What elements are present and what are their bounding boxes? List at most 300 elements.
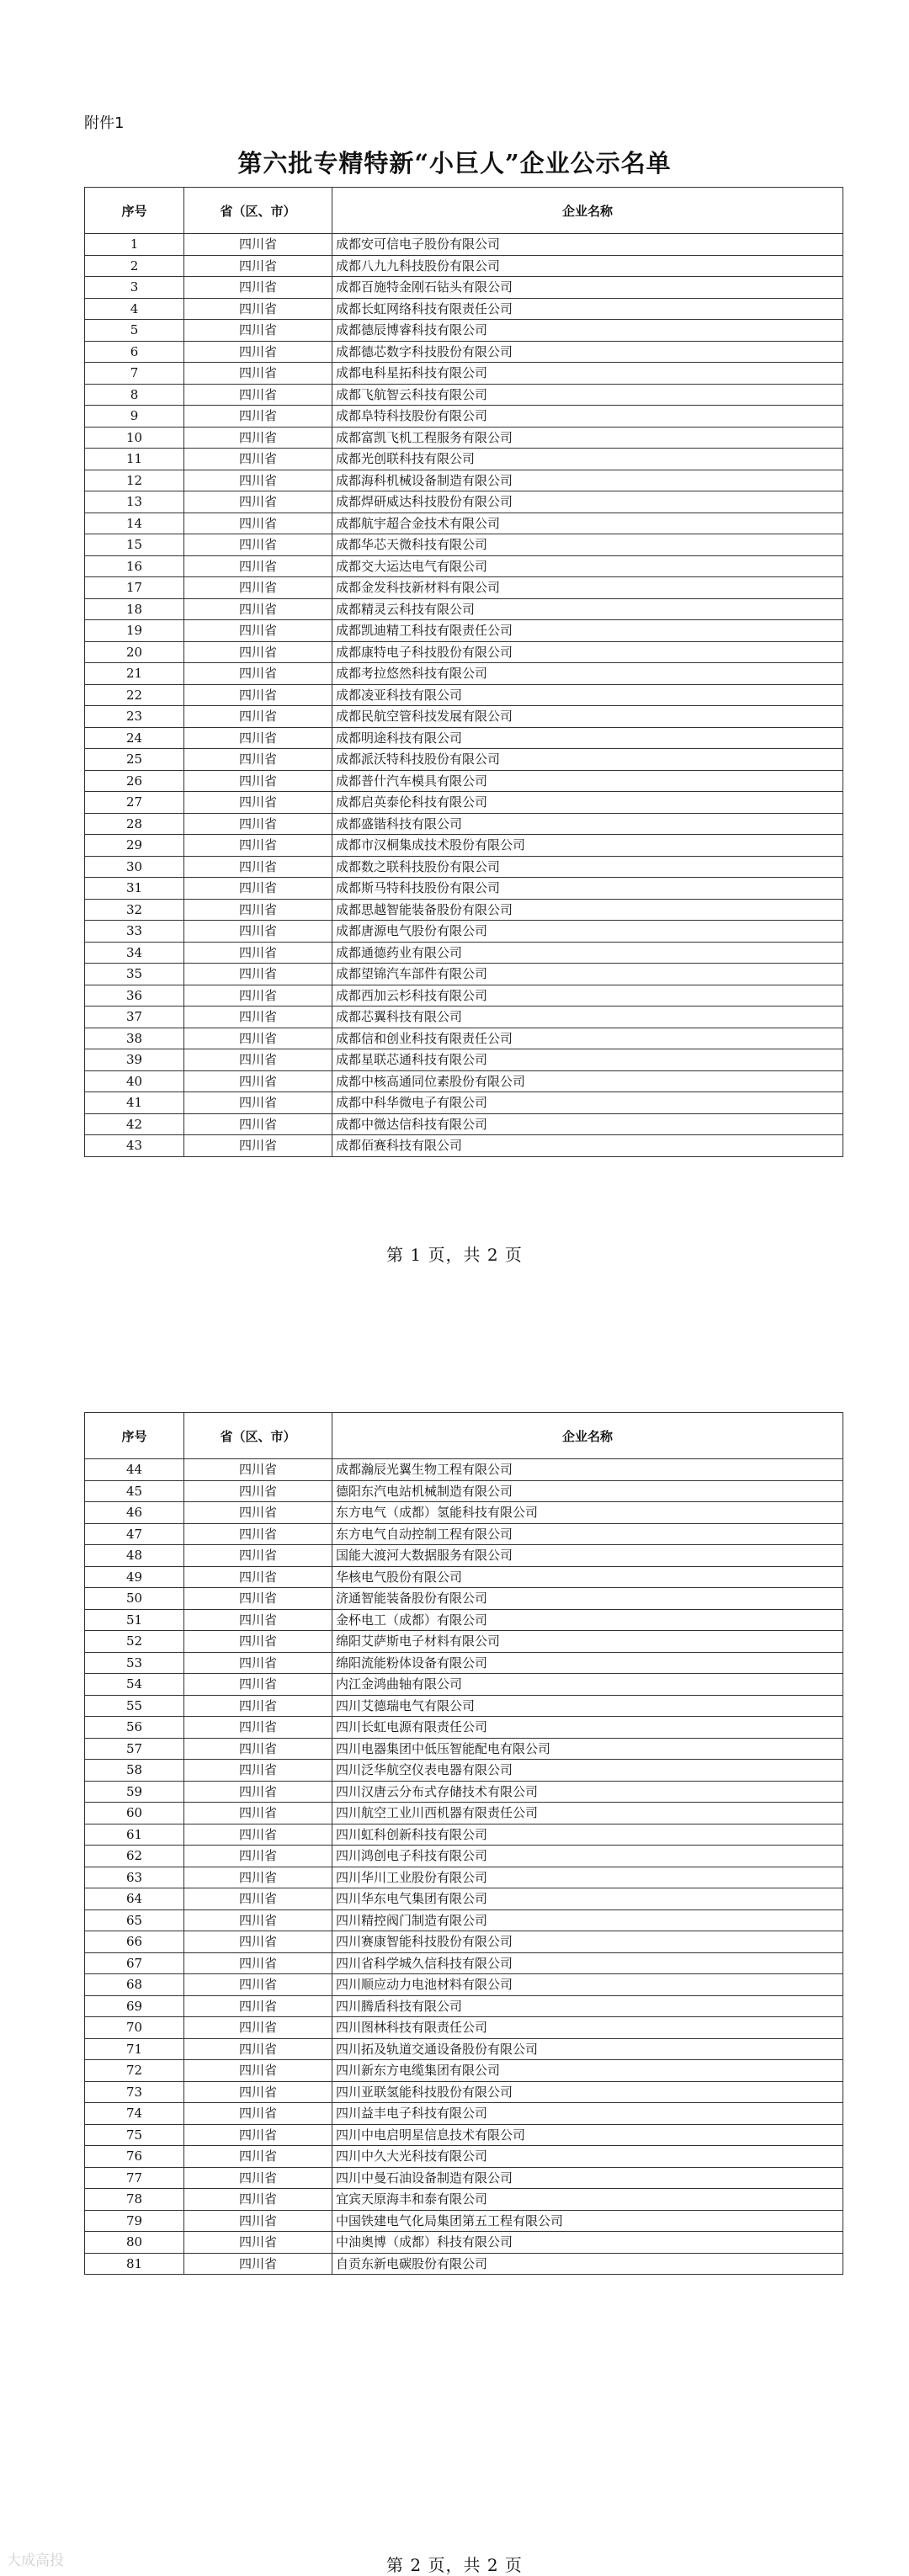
- table-row: [85, 1113, 843, 1135]
- row-number: 43: [85, 1135, 184, 1157]
- row-company-name: 成都德辰博睿科技有限公司: [332, 320, 843, 342]
- row-province: 四川省: [184, 2189, 332, 2211]
- row-number: 75: [85, 2124, 184, 2146]
- row-number: 32: [85, 899, 184, 921]
- row-province: 四川省: [184, 1609, 332, 1631]
- row-company-name: 成都通德药业有限公司: [332, 942, 843, 964]
- row-province: 四川省: [184, 1006, 332, 1028]
- row-province: 四川省: [184, 1738, 332, 1760]
- row-company-name: 成都德芯数字科技股份有限公司: [332, 341, 843, 363]
- row-province: 四川省: [184, 1652, 332, 1674]
- table-row: [85, 1781, 843, 1803]
- row-company-name: 成都思越智能装备股份有限公司: [332, 899, 843, 921]
- row-number: 46: [85, 1502, 184, 1524]
- row-province: 四川省: [184, 1523, 332, 1545]
- row-number: 6: [85, 341, 184, 363]
- row-number: 29: [85, 835, 184, 857]
- table-header-row: [85, 188, 843, 234]
- row-number: 76: [85, 2146, 184, 2168]
- row-number: 53: [85, 1652, 184, 1674]
- table-row: [85, 491, 843, 513]
- row-company-name: 内江金鸿曲轴有限公司: [332, 1674, 843, 1696]
- row-province: 四川省: [184, 1867, 332, 1888]
- row-province: 四川省: [184, 1781, 332, 1803]
- table-header-row: [85, 1413, 843, 1459]
- table-row: [85, 942, 843, 964]
- row-province: 四川省: [184, 363, 332, 385]
- table-row: [85, 1566, 843, 1588]
- row-number: 49: [85, 1566, 184, 1588]
- row-company-name: 绵阳艾萨斯电子材料有限公司: [332, 1631, 843, 1653]
- row-number: 38: [85, 1028, 184, 1049]
- row-company-name: 四川泛华航空仪表电器有限公司: [332, 1760, 843, 1782]
- header-no: 序号: [85, 1413, 184, 1459]
- row-province: 四川省: [184, 2167, 332, 2189]
- row-province: 四川省: [184, 1566, 332, 1588]
- row-province: 四川省: [184, 684, 332, 706]
- row-province: 四川省: [184, 513, 332, 534]
- table-row: [85, 641, 843, 663]
- table-row: [85, 1070, 843, 1092]
- table-row: [85, 1974, 843, 1996]
- table-row: [85, 513, 843, 534]
- row-company-name: 四川赛康智能科技股份有限公司: [332, 1931, 843, 1953]
- row-number: 11: [85, 449, 184, 470]
- row-province: 四川省: [184, 1995, 332, 2017]
- table-row: [85, 2124, 843, 2146]
- row-number: 4: [85, 298, 184, 320]
- row-company-name: 成都金发科技新材料有限公司: [332, 577, 843, 599]
- row-company-name: 成都中微达信科技有限公司: [332, 1113, 843, 1135]
- row-company-name: 成都电科星拓科技有限公司: [332, 363, 843, 385]
- table-row: [85, 2210, 843, 2232]
- table-row: [85, 1846, 843, 1867]
- row-province: 四川省: [184, 749, 332, 771]
- table-row: [85, 470, 843, 491]
- row-company-name: 成都富凯飞机工程服务有限公司: [332, 427, 843, 449]
- row-province: 四川省: [184, 2146, 332, 2168]
- table-row: [85, 727, 843, 749]
- table-row: [85, 2253, 843, 2275]
- row-number: 44: [85, 1459, 184, 1481]
- table-row: [85, 2060, 843, 2082]
- row-number: 66: [85, 1931, 184, 1953]
- row-province: 四川省: [184, 1588, 332, 1610]
- table-row: [85, 1459, 843, 1481]
- row-number: 34: [85, 942, 184, 964]
- row-company-name: 德阳东汽电站机械制造有限公司: [332, 1480, 843, 1502]
- row-company-name: 中国铁建电气化局集团第五工程有限公司: [332, 2210, 843, 2232]
- table-row: [85, 620, 843, 642]
- document-title: 第六批专精特新“小巨人”企业公示名单: [237, 149, 672, 178]
- row-company-name: 成都百施特金刚石钻头有限公司: [332, 277, 843, 299]
- row-number: 78: [85, 2189, 184, 2211]
- row-number: 58: [85, 1760, 184, 1782]
- table-row: [85, 427, 843, 449]
- row-province: 四川省: [184, 534, 332, 556]
- row-number: 14: [85, 513, 184, 534]
- row-number: 33: [85, 921, 184, 943]
- row-company-name: 成都阜特科技股份有限公司: [332, 406, 843, 428]
- row-number: 39: [85, 1049, 184, 1071]
- row-province: 四川省: [184, 1502, 332, 1524]
- table-row: [85, 856, 843, 878]
- row-number: 16: [85, 555, 184, 577]
- row-company-name: 成都考拉悠然科技有限公司: [332, 663, 843, 685]
- table-row: [85, 341, 843, 363]
- table-row: [85, 2038, 843, 2060]
- row-company-name: 四川中电启明星信息技术有限公司: [332, 2124, 843, 2146]
- row-province: 四川省: [184, 1070, 332, 1092]
- row-number: 67: [85, 1952, 184, 1974]
- row-company-name: 成都盛锴科技有限公司: [332, 813, 843, 835]
- table-row: [85, 1760, 843, 1782]
- row-number: 77: [85, 2167, 184, 2189]
- row-company-name: 成都瀚辰光翼生物工程有限公司: [332, 1459, 843, 1481]
- row-number: 26: [85, 770, 184, 792]
- row-company-name: 中油奥博（成都）科技有限公司: [332, 2232, 843, 2254]
- row-province: 四川省: [184, 2060, 332, 2082]
- row-number: 73: [85, 2081, 184, 2103]
- row-number: 15: [85, 534, 184, 556]
- row-company-name: 四川鸿创电子科技有限公司: [332, 1846, 843, 1867]
- table-row: [85, 1631, 843, 1653]
- table-row: [85, 1952, 843, 1974]
- table-row: [85, 1609, 843, 1631]
- header-company-name: 企业名称: [332, 1413, 843, 1459]
- row-company-name: 成都飞航智云科技有限公司: [332, 384, 843, 406]
- table-row: [85, 1717, 843, 1739]
- row-number: 20: [85, 641, 184, 663]
- row-company-name: 四川虹科创新科技有限公司: [332, 1824, 843, 1846]
- table-row: [85, 363, 843, 385]
- row-province: 四川省: [184, 298, 332, 320]
- row-company-name: 成都光创联科技有限公司: [332, 449, 843, 470]
- row-number: 72: [85, 2060, 184, 2082]
- row-number: 25: [85, 749, 184, 771]
- row-province: 四川省: [184, 320, 332, 342]
- table-row: [85, 813, 843, 835]
- row-number: 23: [85, 706, 184, 728]
- row-number: 80: [85, 2232, 184, 2254]
- company-table-page-1: [84, 187, 843, 1157]
- row-province: 四川省: [184, 964, 332, 985]
- row-number: 51: [85, 1609, 184, 1631]
- table-row: [85, 320, 843, 342]
- row-company-name: 成都市汉桐集成技术股份有限公司: [332, 835, 843, 857]
- row-number: 40: [85, 1070, 184, 1092]
- row-company-name: 四川长虹电源有限责任公司: [332, 1717, 843, 1739]
- table-row: [85, 1909, 843, 1931]
- row-province: 四川省: [184, 1909, 332, 1931]
- row-province: 四川省: [184, 985, 332, 1006]
- row-company-name: 成都焊研威达科技股份有限公司: [332, 491, 843, 513]
- row-number: 55: [85, 1695, 184, 1717]
- header-company-name: 企业名称: [332, 188, 843, 234]
- table-row: [85, 835, 843, 857]
- row-province: 四川省: [184, 1974, 332, 1996]
- row-province: 四川省: [184, 1931, 332, 1953]
- table-row: [85, 770, 843, 792]
- company-table-page-2: [84, 1412, 843, 2275]
- header-province: 省（区、市）: [184, 188, 332, 234]
- row-number: 70: [85, 2017, 184, 2039]
- row-province: 四川省: [184, 1631, 332, 1653]
- row-province: 四川省: [184, 255, 332, 277]
- row-number: 35: [85, 964, 184, 985]
- table-row: [85, 555, 843, 577]
- row-number: 65: [85, 1909, 184, 1931]
- table-row: [85, 2081, 843, 2103]
- table-row: [85, 2167, 843, 2189]
- row-number: 10: [85, 427, 184, 449]
- row-province: 四川省: [184, 1674, 332, 1696]
- row-province: 四川省: [184, 2103, 332, 2125]
- row-number: 42: [85, 1113, 184, 1135]
- table-row: [85, 1523, 843, 1545]
- attachment-label: 附件1: [84, 114, 125, 132]
- row-province: 四川省: [184, 921, 332, 943]
- table-row: [85, 598, 843, 620]
- row-company-name: 成都华芯天微科技有限公司: [332, 534, 843, 556]
- table-row: [85, 1674, 843, 1696]
- row-company-name: 四川亚联氢能科技股份有限公司: [332, 2081, 843, 2103]
- row-company-name: 成都西加云杉科技有限公司: [332, 985, 843, 1006]
- table-row: [85, 1049, 843, 1071]
- row-company-name: 成都海科机械设备制造有限公司: [332, 470, 843, 491]
- row-number: 71: [85, 2038, 184, 2060]
- row-company-name: 成都启英泰伦科技有限公司: [332, 792, 843, 814]
- table-row: [85, 1588, 843, 1610]
- row-province: 四川省: [184, 2017, 332, 2039]
- table-row: [85, 277, 843, 299]
- row-province: 四川省: [184, 1846, 332, 1867]
- row-company-name: 四川电器集团中低压智能配电有限公司: [332, 1738, 843, 1760]
- row-province: 四川省: [184, 1459, 332, 1481]
- row-company-name: 宜宾天原海丰和泰有限公司: [332, 2189, 843, 2211]
- row-province: 四川省: [184, 277, 332, 299]
- row-company-name: 四川航空工业川西机器有限责任公司: [332, 1803, 843, 1824]
- row-number: 59: [85, 1781, 184, 1803]
- row-province: 四川省: [184, 792, 332, 814]
- table-row: [85, 792, 843, 814]
- row-province: 四川省: [184, 2038, 332, 2060]
- row-company-name: 四川华东电气集团有限公司: [332, 1888, 843, 1910]
- row-company-name: 成都民航空管科技发展有限公司: [332, 706, 843, 728]
- row-province: 四川省: [184, 2232, 332, 2254]
- row-company-name: 四川拓及轨道交通设备股份有限公司: [332, 2038, 843, 2060]
- row-province: 四川省: [184, 406, 332, 428]
- row-number: 50: [85, 1588, 184, 1610]
- row-province: 四川省: [184, 1480, 332, 1502]
- row-province: 四川省: [184, 2210, 332, 2232]
- row-number: 17: [85, 577, 184, 599]
- row-company-name: 成都航宇超合金技术有限公司: [332, 513, 843, 534]
- table-row: [85, 1995, 843, 2017]
- table-row: [85, 1028, 843, 1049]
- table-row: [85, 577, 843, 599]
- row-company-name: 成都派沃特科技股份有限公司: [332, 749, 843, 771]
- row-province: 四川省: [184, 1695, 332, 1717]
- row-province: 四川省: [184, 491, 332, 513]
- table-row: [85, 899, 843, 921]
- row-number: 18: [85, 598, 184, 620]
- row-province: 四川省: [184, 813, 332, 835]
- row-company-name: 成都数之联科技股份有限公司: [332, 856, 843, 878]
- row-province: 四川省: [184, 2124, 332, 2146]
- row-province: 四川省: [184, 2253, 332, 2275]
- row-number: 2: [85, 255, 184, 277]
- row-number: 8: [85, 384, 184, 406]
- row-province: 四川省: [184, 470, 332, 491]
- row-company-name: 成都八九九科技股份有限公司: [332, 255, 843, 277]
- row-company-name: 四川艾德瑞电气有限公司: [332, 1695, 843, 1717]
- table-row: [85, 2189, 843, 2211]
- row-province: 四川省: [184, 1092, 332, 1114]
- table-row: [85, 878, 843, 900]
- row-company-name: 成都芯翼科技有限公司: [332, 1006, 843, 1028]
- row-number: 68: [85, 1974, 184, 1996]
- row-company-name: 成都望锦汽车部件有限公司: [332, 964, 843, 985]
- row-province: 四川省: [184, 427, 332, 449]
- row-number: 5: [85, 320, 184, 342]
- row-number: 21: [85, 663, 184, 685]
- row-company-name: 成都交大运达电气有限公司: [332, 555, 843, 577]
- table-row: [85, 1888, 843, 1910]
- row-province: 四川省: [184, 727, 332, 749]
- row-province: 四川省: [184, 1952, 332, 1974]
- row-number: 57: [85, 1738, 184, 1760]
- row-number: 79: [85, 2210, 184, 2232]
- row-company-name: 金杯电工（成都）有限公司: [332, 1609, 843, 1631]
- row-company-name: 华核电气股份有限公司: [332, 1566, 843, 1588]
- row-province: 四川省: [184, 1760, 332, 1782]
- table-body: [85, 1459, 843, 2275]
- row-number: 81: [85, 2253, 184, 2275]
- row-number: 52: [85, 1631, 184, 1653]
- row-province: 四川省: [184, 856, 332, 878]
- row-number: 12: [85, 470, 184, 491]
- row-province: 四川省: [184, 899, 332, 921]
- page-footer-2: 第 2 页，共 2 页: [386, 2555, 523, 2575]
- row-company-name: 自贡东新电碳股份有限公司: [332, 2253, 843, 2275]
- table-row: [85, 1480, 843, 1502]
- row-province: 四川省: [184, 1113, 332, 1135]
- header-province: 省（区、市）: [184, 1413, 332, 1459]
- row-number: 1: [85, 234, 184, 256]
- row-province: 四川省: [184, 1824, 332, 1846]
- row-company-name: 成都精灵云科技有限公司: [332, 598, 843, 620]
- row-province: 四川省: [184, 2081, 332, 2103]
- page-footer-1: 第 1 页，共 2 页: [386, 1245, 523, 1265]
- row-number: 41: [85, 1092, 184, 1114]
- row-number: 56: [85, 1717, 184, 1739]
- table-row: [85, 384, 843, 406]
- row-number: 7: [85, 363, 184, 385]
- row-province: 四川省: [184, 555, 332, 577]
- table-row: [85, 985, 843, 1006]
- table-row: [85, 534, 843, 556]
- row-company-name: 四川益丰电子科技有限公司: [332, 2103, 843, 2125]
- row-province: 四川省: [184, 942, 332, 964]
- row-company-name: 国能大渡河大数据服务有限公司: [332, 1545, 843, 1567]
- row-company-name: 四川汉唐云分布式存储技术有限公司: [332, 1781, 843, 1803]
- header-no: 序号: [85, 188, 184, 234]
- row-number: 64: [85, 1888, 184, 1910]
- row-number: 30: [85, 856, 184, 878]
- table-row: [85, 1006, 843, 1028]
- row-company-name: 四川图林科技有限责任公司: [332, 2017, 843, 2039]
- row-province: 四川省: [184, 835, 332, 857]
- row-number: 48: [85, 1545, 184, 1567]
- table-row: [85, 1502, 843, 1524]
- table-row: [85, 1652, 843, 1674]
- row-province: 四川省: [184, 706, 332, 728]
- row-province: 四川省: [184, 341, 332, 363]
- row-province: 四川省: [184, 1028, 332, 1049]
- row-company-name: 四川新东方电缆集团有限公司: [332, 2060, 843, 2082]
- table-row: [85, 1824, 843, 1846]
- row-number: 24: [85, 727, 184, 749]
- row-number: 61: [85, 1824, 184, 1846]
- row-province: 四川省: [184, 641, 332, 663]
- table-row: [85, 749, 843, 771]
- row-province: 四川省: [184, 620, 332, 642]
- table-row: [85, 1803, 843, 1824]
- table-row: [85, 2232, 843, 2254]
- row-company-name: 四川华川工业股份有限公司: [332, 1867, 843, 1888]
- watermark-text: 大成高投: [7, 2552, 64, 2569]
- row-province: 四川省: [184, 1888, 332, 1910]
- row-province: 四川省: [184, 1803, 332, 1824]
- row-province: 四川省: [184, 234, 332, 256]
- table-row: [85, 964, 843, 985]
- table-row: [85, 2146, 843, 2168]
- row-company-name: 成都长虹网络科技有限责任公司: [332, 298, 843, 320]
- row-province: 四川省: [184, 577, 332, 599]
- row-company-name: 成都凌亚科技有限公司: [332, 684, 843, 706]
- row-company-name: 成都明途科技有限公司: [332, 727, 843, 749]
- row-number: 28: [85, 813, 184, 835]
- row-company-name: 成都佰赛科技有限公司: [332, 1135, 843, 1157]
- row-company-name: 成都唐源电气股份有限公司: [332, 921, 843, 943]
- row-province: 四川省: [184, 1545, 332, 1567]
- table-body: [85, 234, 843, 1157]
- row-number: 36: [85, 985, 184, 1006]
- table-row: [85, 706, 843, 728]
- table-row: [85, 921, 843, 943]
- row-province: 四川省: [184, 384, 332, 406]
- row-company-name: 成都普什汽车模具有限公司: [332, 770, 843, 792]
- row-province: 四川省: [184, 449, 332, 470]
- row-province: 四川省: [184, 1135, 332, 1157]
- table-row: [85, 406, 843, 428]
- row-company-name: 成都星联芯通科技有限公司: [332, 1049, 843, 1071]
- table-row: [85, 1738, 843, 1760]
- row-company-name: 四川中曼石油设备制造有限公司: [332, 2167, 843, 2189]
- row-company-name: 成都安可信电子股份有限公司: [332, 234, 843, 256]
- row-number: 54: [85, 1674, 184, 1696]
- row-company-name: 成都中核高通同位素股份有限公司: [332, 1070, 843, 1092]
- row-company-name: 成都凯迪精工科技有限责任公司: [332, 620, 843, 642]
- row-province: 四川省: [184, 878, 332, 900]
- row-company-name: 四川精控阀门制造有限公司: [332, 1909, 843, 1931]
- row-number: 19: [85, 620, 184, 642]
- row-province: 四川省: [184, 1049, 332, 1071]
- row-province: 四川省: [184, 663, 332, 685]
- row-number: 45: [85, 1480, 184, 1502]
- table-row: [85, 2103, 843, 2125]
